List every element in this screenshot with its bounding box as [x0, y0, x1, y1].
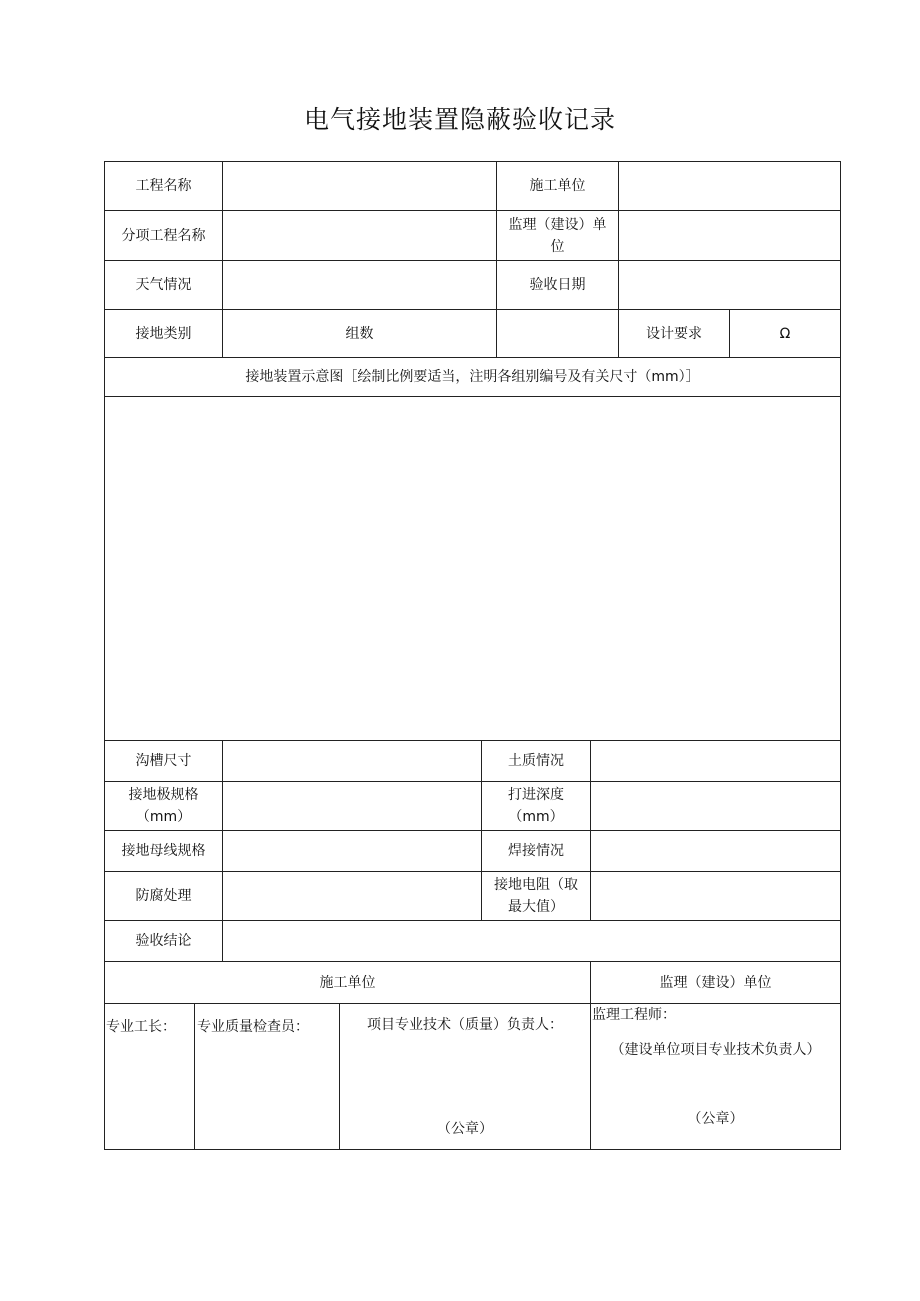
- acceptance-date-label: 验收日期: [529, 277, 586, 293]
- busbar-spec-label: 接地母线规格: [121, 843, 206, 859]
- welding-condition-field[interactable]: [591, 831, 840, 871]
- ohm-unit: Ω: [779, 325, 791, 342]
- soil-condition-field[interactable]: [591, 741, 840, 781]
- foreman-sign-area[interactable]: [105, 1040, 194, 1140]
- sign-supervision-unit-header: 监理（建设）单位: [659, 974, 772, 991]
- diagram-label: 接地装置示意图［绘制比例要适当，注明各组别编号及有关尺寸（mm）］: [245, 369, 700, 385]
- document-title: 电气接地装置隐蔽验收记录: [303, 105, 616, 134]
- acceptance-date-field[interactable]: [619, 261, 840, 309]
- soil-condition-label: 土质情况: [508, 753, 564, 769]
- group-count-label: 组数: [345, 325, 374, 342]
- tech-lead-label: 项目专业技术（质量）负责人：: [367, 1017, 563, 1033]
- group-count-field[interactable]: [497, 310, 618, 357]
- construction-unit-label: 施工单位: [529, 178, 586, 194]
- drive-depth-field[interactable]: [591, 782, 840, 830]
- seal-right: （公章）: [687, 1111, 744, 1127]
- anticorrosion-field[interactable]: [223, 872, 481, 920]
- project-name-field[interactable]: [223, 162, 496, 210]
- sub-project-name-field[interactable]: [223, 211, 496, 260]
- sub-project-name-label: 分项工程名称: [121, 227, 206, 244]
- trench-size-label: 沟槽尺寸: [135, 753, 192, 769]
- construction-unit-field[interactable]: [619, 162, 840, 210]
- grounding-type-label: 接地类别: [135, 325, 192, 342]
- diagram-area[interactable]: [105, 397, 840, 740]
- supervising-engineer-label: 监理工程师：: [592, 1007, 676, 1023]
- ground-resistance-label: 接地电阻（取最大值）: [494, 877, 578, 915]
- weather-label: 天气情况: [135, 277, 192, 293]
- ground-resistance-field[interactable]: [591, 872, 840, 920]
- welding-condition-label: 焊接情况: [508, 843, 564, 859]
- electrode-spec-field[interactable]: [223, 782, 481, 830]
- owner-tech-lead-label: （建设单位项目专业技术负责人）: [610, 1042, 821, 1058]
- electrode-spec-label: 接地极规格（mm）: [128, 787, 199, 825]
- quality-inspector-sign-area[interactable]: [195, 1040, 339, 1140]
- design-requirement-label: 设计要求: [646, 325, 702, 342]
- anticorrosion-label: 防腐处理: [135, 888, 192, 904]
- conclusion-label: 验收结论: [135, 933, 192, 949]
- tech-lead-sign-area[interactable]: [340, 1040, 590, 1116]
- trench-size-field[interactable]: [223, 741, 481, 781]
- weather-field[interactable]: [223, 261, 496, 309]
- quality-inspector-label: 专业质量检查员：: [197, 1019, 309, 1035]
- conclusion-field[interactable]: [223, 921, 840, 961]
- supervision-unit-field[interactable]: [619, 211, 840, 260]
- drive-depth-label: 打进深度（mm）: [508, 787, 564, 825]
- sign-construction-unit-header: 施工单位: [319, 974, 376, 991]
- foreman-label: 专业工长：: [106, 1019, 176, 1035]
- seal-left: （公章）: [437, 1121, 493, 1137]
- supervision-unit-label: 监理（建设）单位: [508, 216, 607, 255]
- project-name-label: 工程名称: [135, 178, 192, 194]
- busbar-spec-field[interactable]: [223, 831, 481, 871]
